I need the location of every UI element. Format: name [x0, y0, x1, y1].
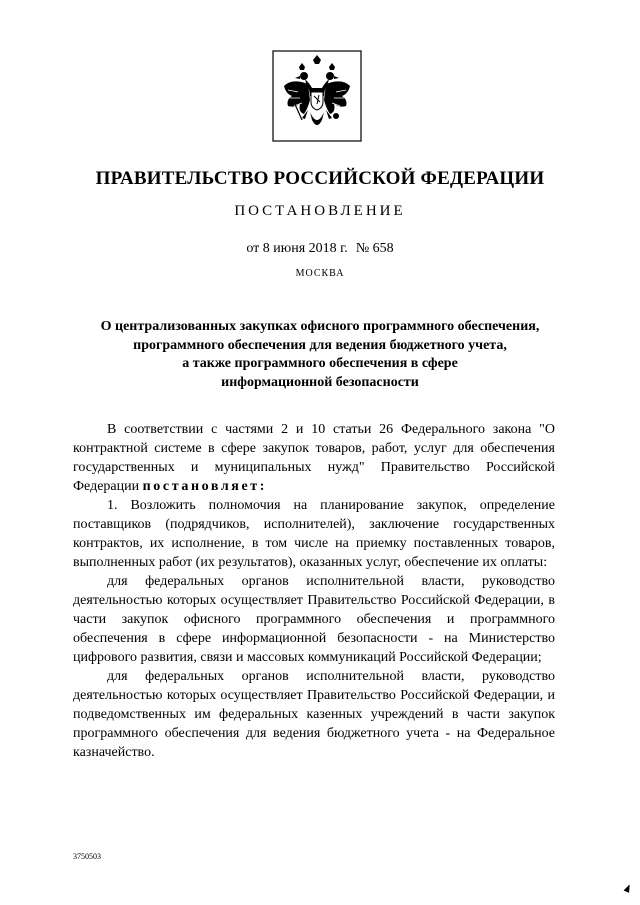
corner-mark — [624, 883, 633, 893]
paragraph-2: для федеральных органов исполнительной власти, руководство деятельностью которых осуществляет Правительство Российской Федерации, в части закупок офисного программного обеспечения и программного обеспечения в сфере информационной безопасности - на Министерство цифрового развития, связи и массовых коммуникаций Российской Федерации; — [73, 574, 555, 665]
subject-line: а также программного обеспечения в сфере — [182, 356, 458, 371]
document-date: от 8 июня 2018 г. — [246, 241, 348, 256]
document-date-line — [0, 241, 640, 257]
subject-line: программного обеспечения для ведения бюджетного учета, — [133, 337, 507, 353]
paragraph-3: для федеральных органов исполнительной власти, руководство деятельностью которых осуществляет Правительство Российской Федерации, и подведомственных им федеральных казенных учреждений в части закупок программного обеспечения для ведения бюджетного учета - на Федеральное казначейство. — [73, 669, 555, 760]
footer-code: 3750503 — [73, 852, 101, 861]
document-body — [73, 420, 555, 762]
document-number: № 658 — [355, 241, 394, 256]
resolves-word: постановляет: — [142, 479, 268, 494]
eagle-emblem-icon — [272, 50, 362, 142]
document-type: ПОСТАНОВЛЕНИЕ — [234, 203, 406, 219]
government-title: ПРАВИТЕЛЬСТВО РОССИЙСКОЙ ФЕДЕРАЦИИ — [95, 168, 545, 189]
subject-line: информационной безопасности — [221, 374, 419, 390]
document-subject — [60, 318, 580, 392]
intro-text: В соответствии с частями 2 и 10 статьи 26 Федерального закона "О контрактной системе в сфере закупок товаров, работ, услуг для обеспечения государственных и муниципальных нужд" Правительство Российской Федерации — [73, 422, 555, 494]
coat-of-arms-emblem — [272, 50, 362, 142]
document-city: МОСКВА — [295, 268, 345, 279]
intro-paragraph — [73, 420, 555, 496]
subject-line: О централизованных закупках офисного программного обеспечения, — [100, 319, 540, 334]
paragraph-1: 1. Возложить полномочия на планирование закупок, определение поставщиков (подрядчиков, исполнителей), заключение государственных контрактов, их исполнение, в том числе на приемку поставленных товаров, выполненных работ (их результатов), оказанных услуг, обеспечение их оплаты: — [73, 498, 555, 570]
